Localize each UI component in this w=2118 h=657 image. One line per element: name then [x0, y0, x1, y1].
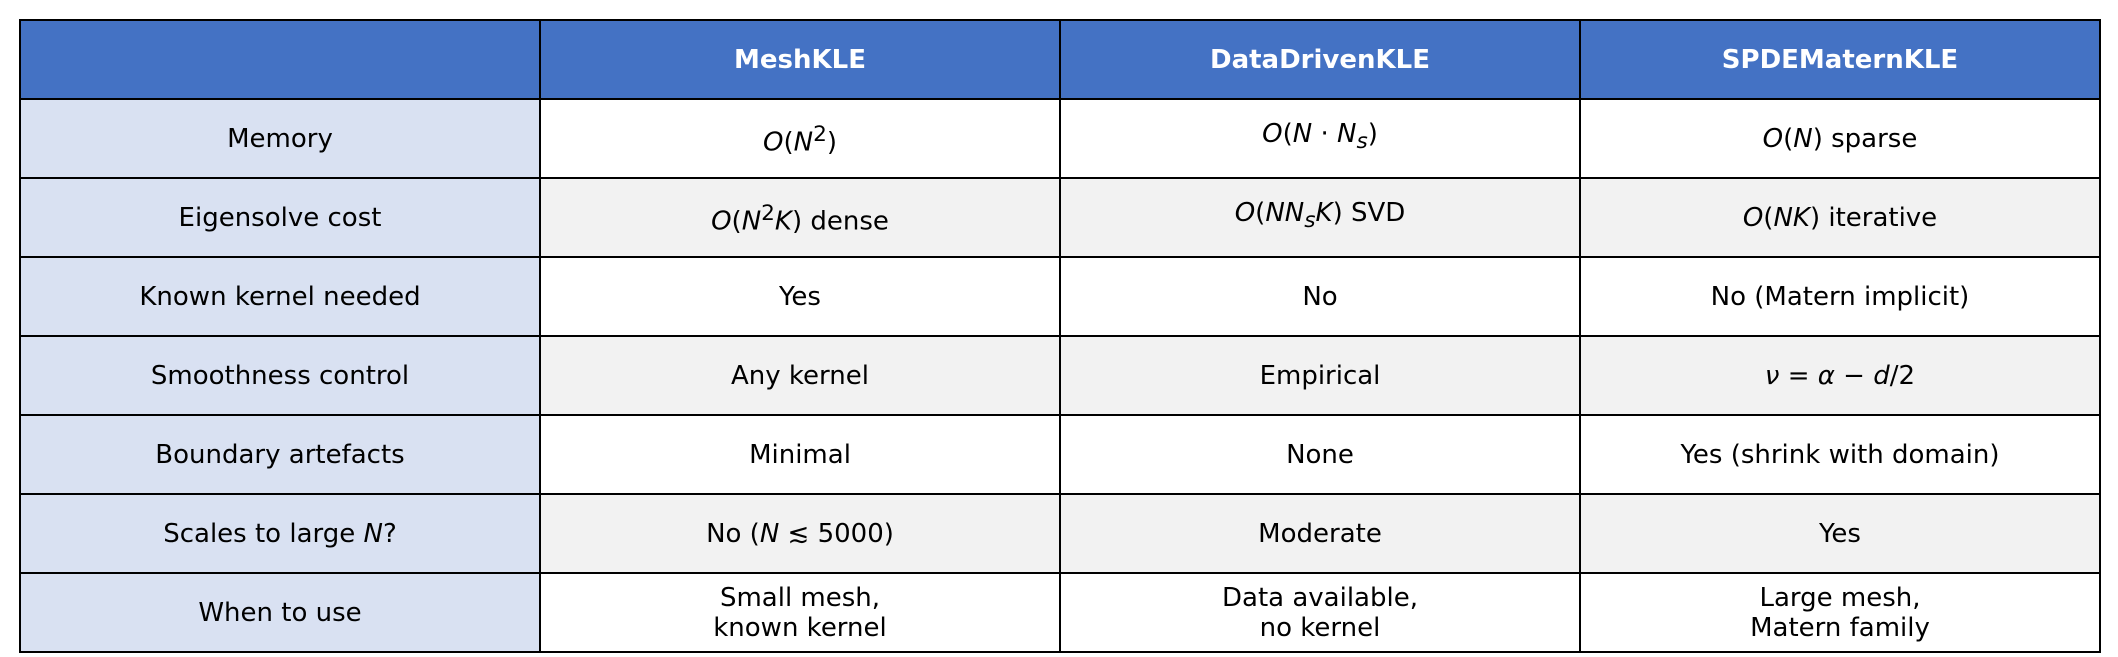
table-row-known-kernel	[20, 257, 2100, 336]
table-row-boundary-artefacts	[20, 415, 2100, 494]
table-row-eigensolve-cost	[20, 178, 2100, 257]
cell-known-kernel-meshkle: Yes	[540, 257, 1060, 336]
cell-boundary-datadrivenkle: None	[1060, 415, 1580, 494]
table-row-when-to-use	[20, 573, 2100, 652]
cell-known-kernel-spdematernkle: No (Matern implicit)	[1580, 257, 2100, 336]
cell-when-datadrivenkle: Data available, no kernel	[1060, 573, 1580, 652]
table-row-smoothness-control	[20, 336, 2100, 415]
cell-when-spdematernkle: Large mesh, Matern family	[1580, 573, 2100, 652]
row-label-scales: Scales to large N?	[20, 494, 540, 573]
table-body	[20, 99, 2100, 652]
cell-boundary-meshkle: Minimal	[540, 415, 1060, 494]
table-row-scales	[20, 494, 2100, 573]
cell-known-kernel-datadrivenkle: No	[1060, 257, 1580, 336]
cell-smoothness-spdematernkle: ν = α − d/2	[1580, 336, 2100, 415]
cell-smoothness-datadrivenkle: Empirical	[1060, 336, 1580, 415]
cell-memory-meshkle: $O(N^2)$	[540, 99, 1060, 178]
cell-scales-meshkle: No (N ≲ 5000)	[540, 494, 1060, 573]
cell-eigensolve-datadrivenkle: $O(NN_sK)$ SVD	[1060, 178, 1580, 257]
cell-when-meshkle: Small mesh, known kernel	[540, 573, 1060, 652]
row-label-eigensolve-cost: Eigensolve cost	[20, 178, 540, 257]
cell-eigensolve-spdematernkle: O(NK) iterative	[1580, 178, 2100, 257]
table-header	[20, 20, 2100, 99]
header-row	[20, 20, 2100, 99]
header-spdematernkle: SPDEMaternKLE	[1580, 20, 2100, 99]
cell-boundary-spdematernkle: Yes (shrink with domain)	[1580, 415, 2100, 494]
row-label-known-kernel: Known kernel needed	[20, 257, 540, 336]
comparison-table	[19, 19, 2101, 653]
row-label-memory: Memory	[20, 99, 540, 178]
row-label-when-to-use: When to use	[20, 573, 540, 652]
table-row-memory	[20, 99, 2100, 178]
cell-scales-datadrivenkle: Moderate	[1060, 494, 1580, 573]
header-datadrivenkle: DataDrivenKLE	[1060, 20, 1580, 99]
cell-memory-datadrivenkle: $O(N \cdot N_s)$	[1060, 99, 1580, 178]
header-meshkle: MeshKLE	[540, 20, 1060, 99]
cell-smoothness-meshkle: Any kernel	[540, 336, 1060, 415]
row-label-smoothness-control: Smoothness control	[20, 336, 540, 415]
header-corner-cell	[20, 20, 540, 99]
cell-scales-spdematernkle: Yes	[1580, 494, 2100, 573]
cell-eigensolve-meshkle: $O(N^2K)$ dense	[540, 178, 1060, 257]
row-label-boundary-artefacts: Boundary artefacts	[20, 415, 540, 494]
cell-memory-spdematernkle: O(N) sparse	[1580, 99, 2100, 178]
